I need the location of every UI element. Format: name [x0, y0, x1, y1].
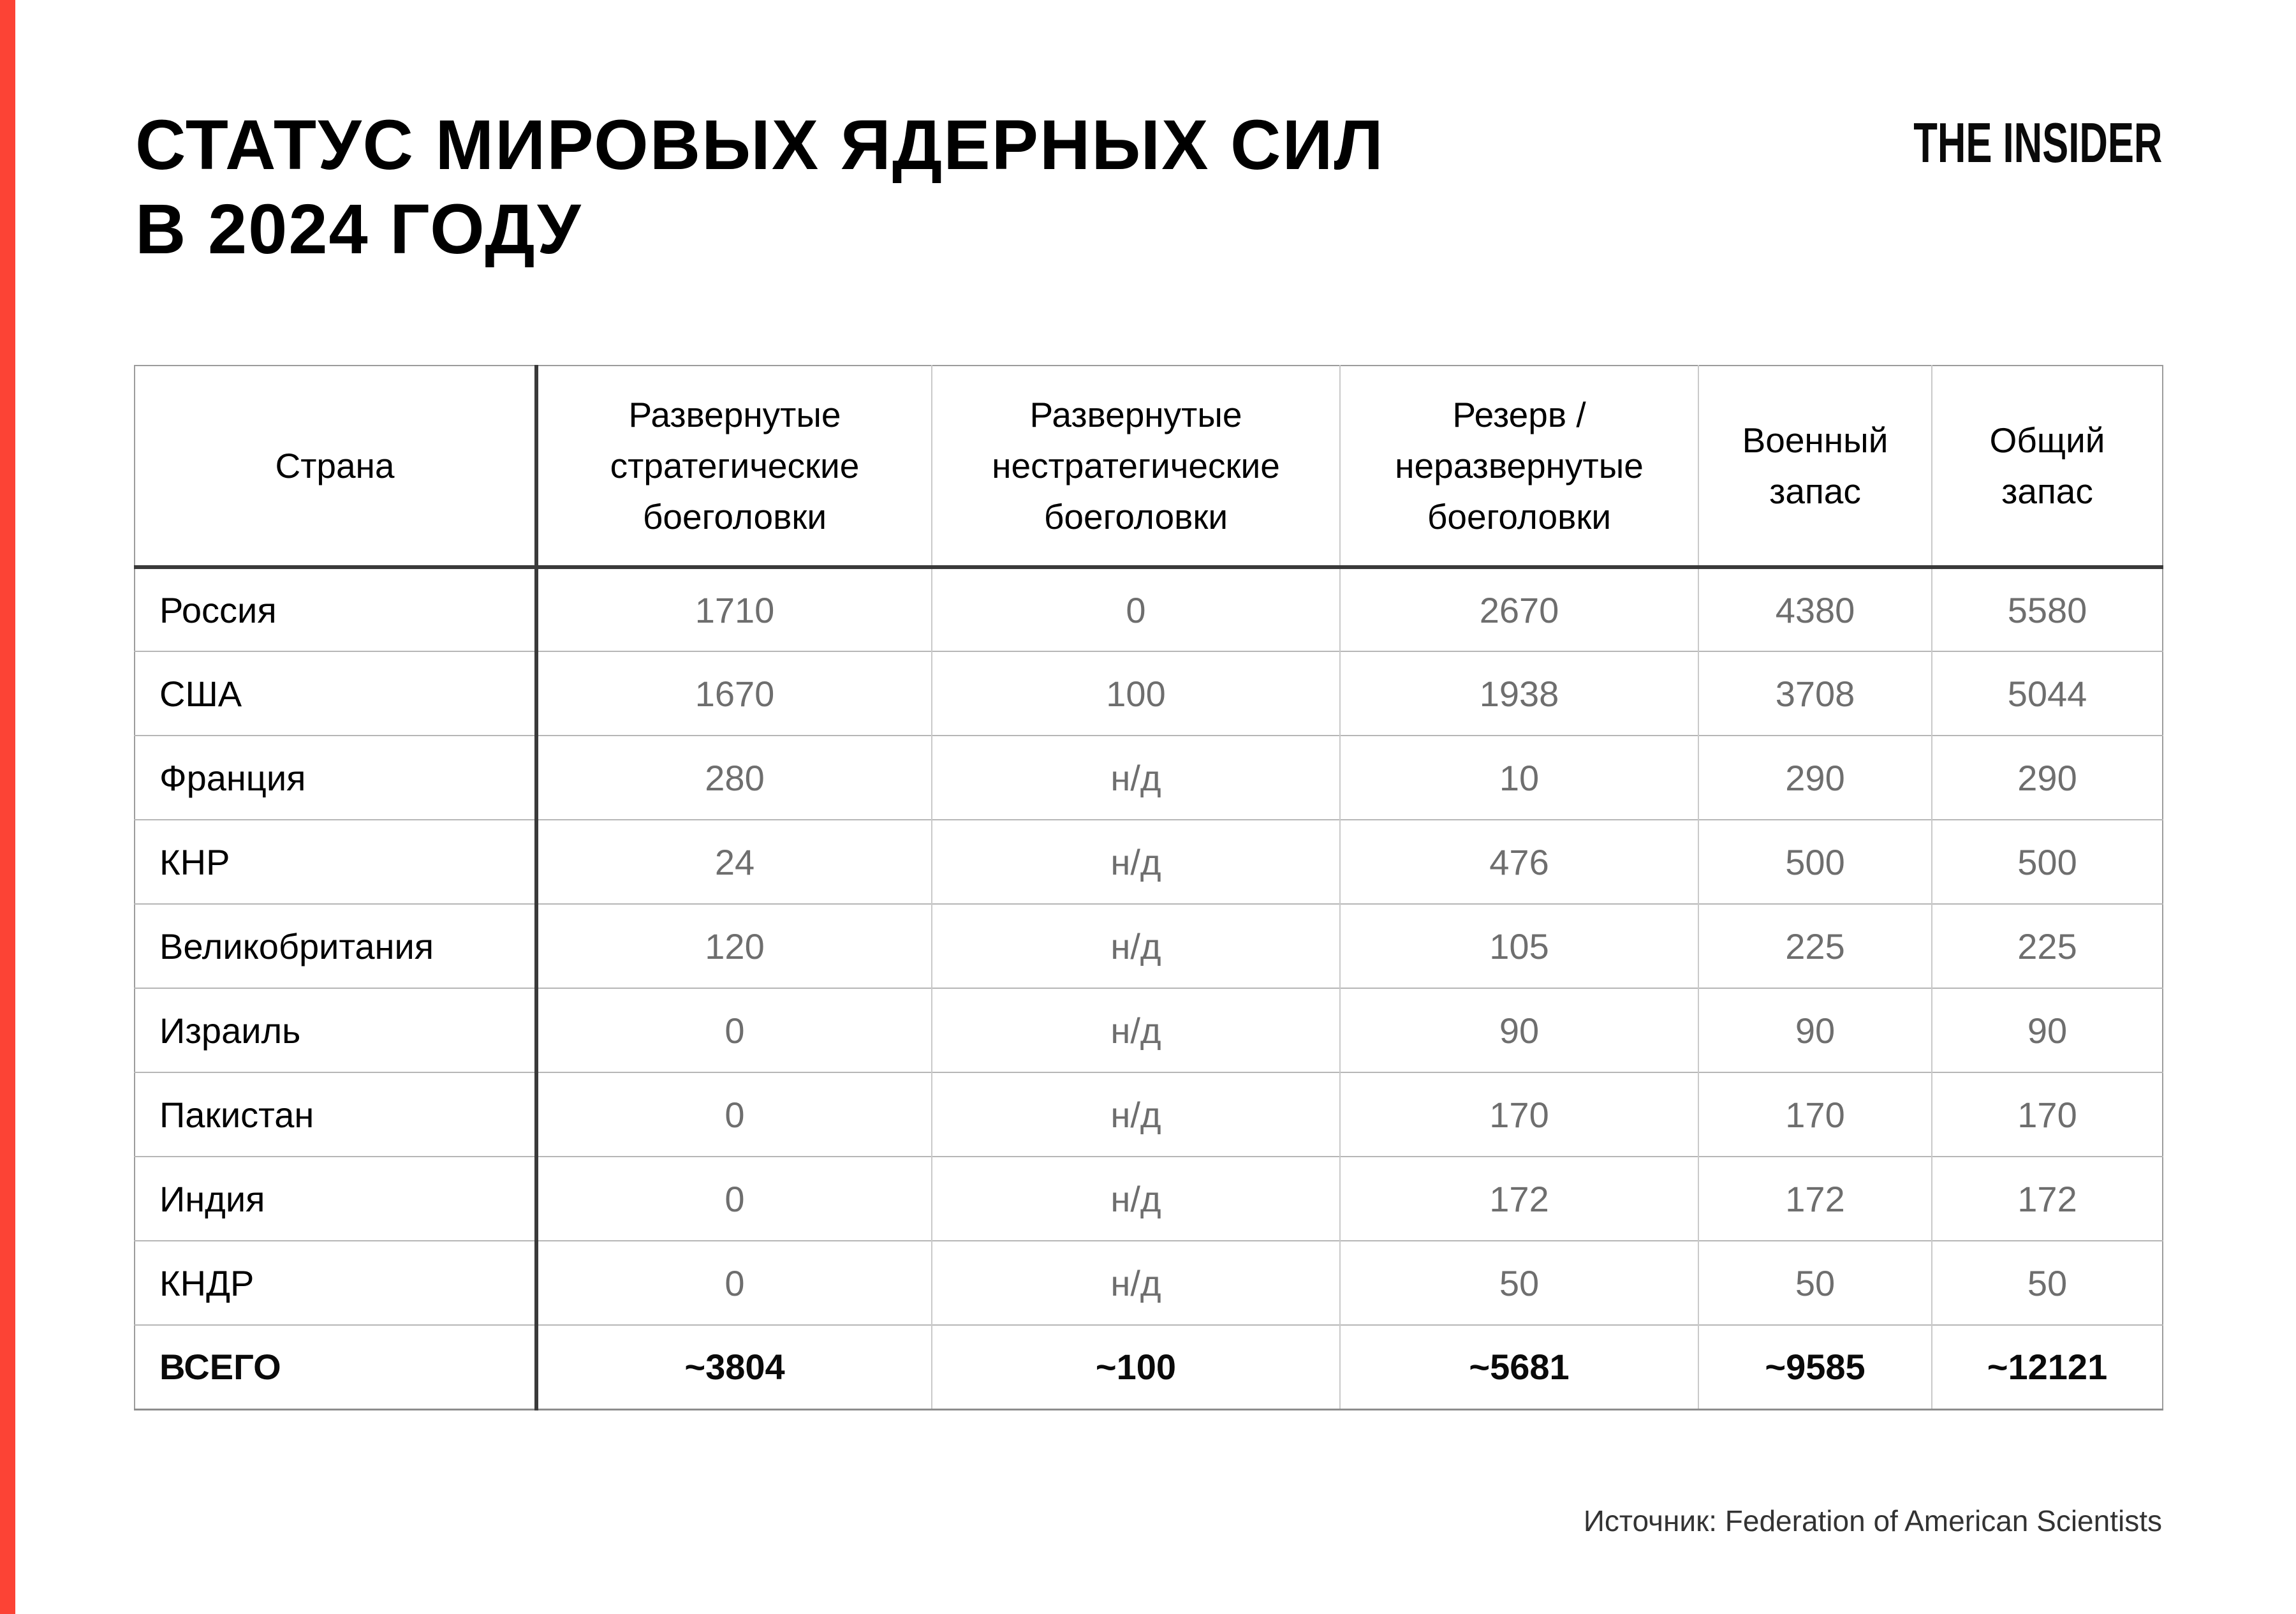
value-cell: 225: [1698, 904, 1932, 988]
value-cell: 10: [1340, 736, 1698, 820]
table-body: [135, 567, 2163, 1409]
column-header-deployed-nonstrategic: Развернутые нестратегические боеголовки: [932, 366, 1340, 567]
country-cell: США: [135, 651, 536, 736]
table-header-row: [135, 366, 2163, 567]
value-cell: 172: [1932, 1157, 2163, 1241]
column-header-military-stockpile: Военный запас: [1698, 366, 1932, 567]
value-cell: 24: [536, 820, 932, 904]
table-row: [135, 736, 2163, 820]
table-row: [135, 1157, 2163, 1241]
table-row: [135, 651, 2163, 736]
value-cell: 4380: [1698, 567, 1932, 651]
value-cell: н/д: [932, 1157, 1340, 1241]
value-cell: 476: [1340, 820, 1698, 904]
value-cell: 90: [1340, 988, 1698, 1072]
value-cell: 120: [536, 904, 932, 988]
country-cell: КНДР: [135, 1241, 536, 1325]
country-cell: Франция: [135, 736, 536, 820]
value-cell: 500: [1932, 820, 2163, 904]
value-cell: 5044: [1932, 651, 2163, 736]
value-cell: 0: [536, 1241, 932, 1325]
value-cell: 1938: [1340, 651, 1698, 736]
column-header-country: Страна: [135, 366, 536, 567]
source-caption: Источник: Federation of American Scientists: [1583, 1504, 2162, 1537]
table-row: [135, 1325, 2163, 1409]
value-cell: 90: [1932, 988, 2163, 1072]
value-cell: 170: [1340, 1072, 1698, 1157]
value-cell: н/д: [932, 1241, 1340, 1325]
value-cell: ~3804: [536, 1325, 932, 1409]
value-cell: 280: [536, 736, 932, 820]
table-row: [135, 1241, 2163, 1325]
value-cell: ~100: [932, 1325, 1340, 1409]
country-cell: КНР: [135, 820, 536, 904]
value-cell: н/д: [932, 736, 1340, 820]
country-cell: Великобритания: [135, 904, 536, 988]
page-title-line2: В 2024 ГОДУ: [135, 190, 582, 269]
table-row: [135, 1072, 2163, 1157]
table-row: [135, 904, 2163, 988]
the-insider-logo: THE INSIDER: [1913, 111, 2162, 174]
country-cell: ВСЕГО: [135, 1325, 536, 1409]
value-cell: 170: [1932, 1072, 2163, 1157]
value-cell: 172: [1698, 1157, 1932, 1241]
value-cell: 0: [536, 988, 932, 1072]
nuclear-forces-table: [134, 365, 2163, 1410]
value-cell: 50: [1698, 1241, 1932, 1325]
value-cell: н/д: [932, 1072, 1340, 1157]
country-cell: Израиль: [135, 988, 536, 1072]
country-cell: Пакистан: [135, 1072, 536, 1157]
value-cell: ~12121: [1932, 1325, 2163, 1409]
column-header-deployed-strategic: Развернутые стратегические боеголовки: [536, 366, 932, 567]
value-cell: н/д: [932, 820, 1340, 904]
accent-bar: [0, 0, 15, 1614]
value-cell: ~5681: [1340, 1325, 1698, 1409]
table-row: [135, 567, 2163, 651]
value-cell: 105: [1340, 904, 1698, 988]
value-cell: 225: [1932, 904, 2163, 988]
value-cell: 100: [932, 651, 1340, 736]
value-cell: 290: [1698, 736, 1932, 820]
value-cell: н/д: [932, 904, 1340, 988]
value-cell: 90: [1698, 988, 1932, 1072]
value-cell: 172: [1340, 1157, 1698, 1241]
value-cell: 50: [1932, 1241, 2163, 1325]
value-cell: 0: [932, 567, 1340, 651]
column-header-reserve: Резерв / неразвернутые боеголовки: [1340, 366, 1698, 567]
value-cell: 50: [1340, 1241, 1698, 1325]
value-cell: 0: [536, 1072, 932, 1157]
page-title: [135, 103, 1385, 272]
column-header-total-stockpile: Общий запас: [1932, 366, 2163, 567]
value-cell: 5580: [1932, 567, 2163, 651]
value-cell: 1670: [536, 651, 932, 736]
value-cell: 2670: [1340, 567, 1698, 651]
table-header: [135, 366, 2163, 567]
value-cell: н/д: [932, 988, 1340, 1072]
value-cell: 1710: [536, 567, 932, 651]
country-cell: Индия: [135, 1157, 536, 1241]
value-cell: 0: [536, 1157, 932, 1241]
value-cell: 500: [1698, 820, 1932, 904]
table-row: [135, 988, 2163, 1072]
value-cell: 170: [1698, 1072, 1932, 1157]
value-cell: 3708: [1698, 651, 1932, 736]
value-cell: ~9585: [1698, 1325, 1932, 1409]
page-title-line1: СТАТУС МИРОВЫХ ЯДЕРНЫХ СИЛ: [135, 106, 1385, 184]
table-row: [135, 820, 2163, 904]
value-cell: 290: [1932, 736, 2163, 820]
country-cell: Россия: [135, 567, 536, 651]
